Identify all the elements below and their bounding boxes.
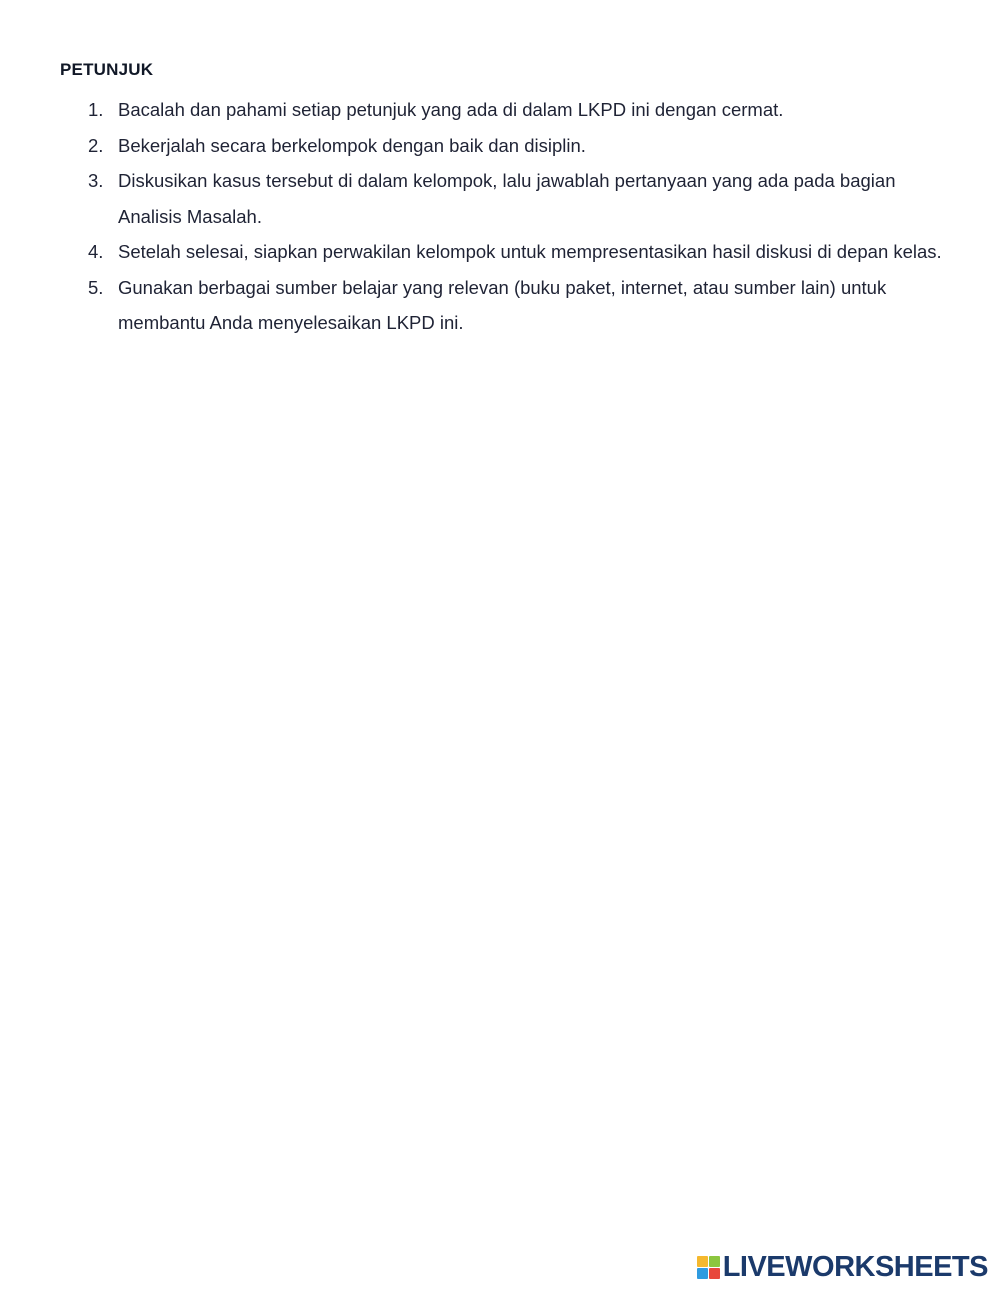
logo-text: LIVEWORKSHEETS [722, 1250, 988, 1283]
instructions-heading: PETUNJUK [60, 60, 154, 79]
logo-square [697, 1256, 708, 1267]
item-number: 5. [88, 276, 104, 298]
logo-squares-icon [697, 1256, 720, 1279]
list-item [88, 128, 958, 164]
liveworksheets-logo[interactable] [697, 1252, 988, 1282]
item-text: Bacalah dan pahami setiap petunjuk yang ada di dalam LKPD ini dengan cermat. [118, 99, 784, 120]
item-text: Setelah selesai, siapkan perwakilan kelompok untuk mempresentasikan hasil diskusi di depan kelas. [118, 241, 942, 262]
instructions-list [88, 92, 958, 341]
item-text: Bekerjalah secara berkelompok dengan baik dan disiplin. [118, 134, 586, 156]
list-item [88, 92, 958, 128]
list-item [88, 234, 958, 270]
logo-square [697, 1268, 708, 1279]
item-number: 3. [88, 170, 104, 191]
logo-square [709, 1256, 720, 1267]
item-number: 1. [88, 99, 104, 120]
logo-square [709, 1268, 720, 1279]
item-number: 4. [88, 241, 104, 262]
item-text: Gunakan berbagai sumber belajar yang relevan (buku paket, internet, atau sumber lain) untuk membantu Anda menyelesaikan LKPD ini. [118, 276, 887, 333]
list-item [88, 163, 958, 234]
list-item [88, 270, 958, 341]
item-number: 2. [88, 134, 104, 156]
item-text: Diskusikan kasus tersebut di dalam kelompok, lalu jawablah pertanyaan yang ada pada bagian Analisis Masalah. [118, 170, 896, 227]
